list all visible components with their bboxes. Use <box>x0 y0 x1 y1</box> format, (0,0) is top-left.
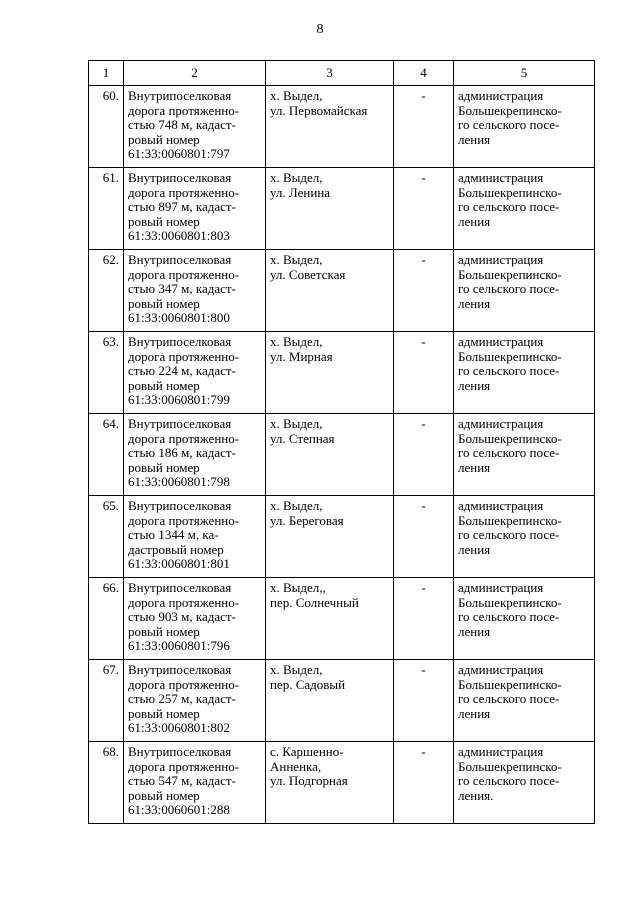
row-number: 67. <box>89 660 124 742</box>
description-line: Внутрипоселковая <box>128 170 232 185</box>
description-line: стью 547 м, кадаст- <box>128 773 236 789</box>
road-owner <box>454 414 595 496</box>
road-description <box>124 332 266 414</box>
owner-line: ления <box>458 459 491 475</box>
description-line: 61:33:0060601:288 <box>128 802 230 818</box>
row-number: 62. <box>89 250 124 332</box>
owner-line: Большекрепинско- <box>458 184 562 200</box>
description-line: ровый номер <box>128 787 200 803</box>
road-description <box>124 86 266 168</box>
description-line: 61:33:0060801:798 <box>128 474 230 490</box>
address-line: ул. Первомайская <box>270 102 368 118</box>
header-col-1: 1 <box>89 61 124 86</box>
owner-line: го сельского посе- <box>458 527 560 543</box>
address-line: ул. Мирная <box>270 348 333 364</box>
road-owner <box>454 496 595 578</box>
description-line: стью 186 м, кадаст- <box>128 445 236 461</box>
description-line: дорога протяженно- <box>128 184 240 200</box>
owner-line: го сельского посе- <box>458 691 560 707</box>
address-line: х. Выдел, <box>270 416 323 431</box>
column-4-value: - <box>394 168 454 250</box>
description-line: стью 903 м, кадаст- <box>128 609 236 625</box>
description-line: ровый номер <box>128 213 200 229</box>
road-owner <box>454 168 595 250</box>
road-address <box>266 496 394 578</box>
description-line: стью 1344 м, ка- <box>128 527 219 543</box>
description-line: дорога протяженно- <box>128 676 240 692</box>
road-address <box>266 250 394 332</box>
table-row <box>89 250 595 332</box>
description-line: стью 224 м, кадаст- <box>128 363 236 379</box>
road-description <box>124 742 266 824</box>
address-line: ул. Ленина <box>270 184 331 200</box>
description-line: дорога протяженно- <box>128 594 240 610</box>
address-line: ул. Советская <box>270 266 346 282</box>
column-4-value: - <box>394 742 454 824</box>
road-address <box>266 578 394 660</box>
road-owner <box>454 86 595 168</box>
row-number: 66. <box>89 578 124 660</box>
owner-line: администрация <box>458 252 544 267</box>
table-row <box>89 496 595 578</box>
owner-line: администрация <box>458 416 544 431</box>
owner-line: ления <box>458 623 491 639</box>
column-4-value: - <box>394 496 454 578</box>
road-address <box>266 414 394 496</box>
road-description <box>124 660 266 742</box>
page-number: 8 <box>316 22 324 37</box>
owner-line: администрация <box>458 170 544 185</box>
description-line: стью 897 м, кадаст- <box>128 199 236 215</box>
road-description <box>124 496 266 578</box>
address-line: ул. Степная <box>270 430 335 446</box>
table-row <box>89 578 595 660</box>
header-row <box>89 61 595 86</box>
owner-line: администрация <box>458 88 544 103</box>
column-4-value: - <box>394 250 454 332</box>
description-line: дорога протяженно- <box>128 758 240 774</box>
road-owner <box>454 332 595 414</box>
owner-line: го сельского посе- <box>458 117 560 133</box>
row-number: 64. <box>89 414 124 496</box>
owner-line: го сельского посе- <box>458 363 560 379</box>
header-col-3: 3 <box>266 61 394 86</box>
header-col-2: 2 <box>124 61 266 86</box>
description-line: 61:33:0060801:797 <box>128 146 230 162</box>
description-line: дорога протяженно- <box>128 348 240 364</box>
description-line: Внутрипоселковая <box>128 662 232 677</box>
row-number: 61. <box>89 168 124 250</box>
description-line: дорога протяженно- <box>128 512 240 528</box>
owner-line: ления <box>458 295 491 311</box>
road-owner <box>454 578 595 660</box>
description-line: Внутрипоселковая <box>128 88 232 103</box>
address-line: х. Выдел, <box>270 252 323 267</box>
row-number: 65. <box>89 496 124 578</box>
road-address <box>266 660 394 742</box>
description-line: Внутрипоселковая <box>128 416 232 431</box>
description-line: Внутрипоселковая <box>128 252 232 267</box>
address-line: х. Выдел,, <box>270 580 326 595</box>
description-line: дорога протяженно- <box>128 102 240 118</box>
row-number: 68. <box>89 742 124 824</box>
road-address <box>266 332 394 414</box>
owner-line: администрация <box>458 580 544 595</box>
address-line: х. Выдел, <box>270 334 323 349</box>
owner-line: го сельского посе- <box>458 773 560 789</box>
description-line: Внутрипоселковая <box>128 744 232 759</box>
description-line: Внутрипоселковая <box>128 580 232 595</box>
description-line: 61:33:0060801:801 <box>128 556 230 572</box>
owner-line: ления <box>458 705 491 721</box>
description-line: Внутрипоселковая <box>128 498 232 513</box>
table-row <box>89 414 595 496</box>
owner-line: го сельского посе- <box>458 609 560 625</box>
description-line: 61:33:0060801:802 <box>128 720 230 736</box>
description-line: 61:33:0060801:796 <box>128 638 230 654</box>
owner-line: администрация <box>458 498 544 513</box>
header-col-5: 5 <box>454 61 595 86</box>
road-owner <box>454 660 595 742</box>
owner-line: ления. <box>458 787 494 803</box>
description-line: дорога протяженно- <box>128 266 240 282</box>
address-line: ул. Береговая <box>270 512 344 528</box>
owner-line: администрация <box>458 334 544 349</box>
owner-line: ления <box>458 377 491 393</box>
address-line: пер. Солнечный <box>270 594 359 610</box>
owner-line: администрация <box>458 662 544 677</box>
table-row <box>89 332 595 414</box>
owner-line: администрация <box>458 744 544 759</box>
address-line: х. Выдел, <box>270 662 323 677</box>
road-description <box>124 168 266 250</box>
column-4-value: - <box>394 414 454 496</box>
description-line: 61:33:0060801:800 <box>128 310 230 326</box>
address-line: с. Каршенно- <box>270 744 344 759</box>
owner-line: го сельского посе- <box>458 445 560 461</box>
description-line: 61:33:0060801:799 <box>128 392 230 408</box>
header-col-4: 4 <box>394 61 454 86</box>
road-description <box>124 414 266 496</box>
address-line: пер. Садовый <box>270 676 346 692</box>
table-row <box>89 742 595 824</box>
description-line: 61:33:0060801:803 <box>128 228 230 244</box>
description-line: Внутрипоселковая <box>128 334 232 349</box>
owner-line: Большекрепинско- <box>458 758 562 774</box>
description-line: ровый номер <box>128 705 200 721</box>
address-line: х. Выдел, <box>270 498 323 513</box>
owner-line: Большекрепинско- <box>458 676 562 692</box>
road-address <box>266 168 394 250</box>
description-line: ровый номер <box>128 295 200 311</box>
owner-line: Большекрепинско- <box>458 348 562 364</box>
address-line: х. Выдел, <box>270 88 323 103</box>
road-description <box>124 578 266 660</box>
road-address <box>266 86 394 168</box>
owner-line: го сельского посе- <box>458 281 560 297</box>
address-line: х. Выдел, <box>270 170 323 185</box>
description-line: стью 347 м, кадаст- <box>128 281 236 297</box>
column-4-value: - <box>394 332 454 414</box>
description-line: дорога протяженно- <box>128 430 240 446</box>
owner-line: Большекрепинско- <box>458 430 562 446</box>
owner-line: ления <box>458 541 491 557</box>
road-address <box>266 742 394 824</box>
road-owner <box>454 742 595 824</box>
address-line: ул. Подгорная <box>270 773 348 789</box>
road-description <box>124 250 266 332</box>
owner-line: Большекрепинско- <box>458 512 562 528</box>
description-line: ровый номер <box>128 131 200 147</box>
column-4-value: - <box>394 578 454 660</box>
owner-line: ления <box>458 213 491 229</box>
owner-line: го сельского посе- <box>458 199 560 215</box>
table-row <box>89 168 595 250</box>
owner-line: Большекрепинско- <box>458 594 562 610</box>
description-line: дастровый номер <box>128 541 224 557</box>
description-line: стью 257 м, кадаст- <box>128 691 236 707</box>
table-row <box>89 86 595 168</box>
owner-line: ления <box>458 131 491 147</box>
owner-line: Большекрепинско- <box>458 266 562 282</box>
road-registry-table <box>88 60 595 824</box>
description-line: ровый номер <box>128 459 200 475</box>
row-number: 60. <box>89 86 124 168</box>
description-line: ровый номер <box>128 623 200 639</box>
address-line: Анненка, <box>270 758 322 774</box>
description-line: стью 748 м, кадаст- <box>128 117 236 133</box>
description-line: ровый номер <box>128 377 200 393</box>
owner-line: Большекрепинско- <box>458 102 562 118</box>
column-4-value: - <box>394 660 454 742</box>
road-owner <box>454 250 595 332</box>
table-row <box>89 660 595 742</box>
column-4-value: - <box>394 86 454 168</box>
row-number: 63. <box>89 332 124 414</box>
